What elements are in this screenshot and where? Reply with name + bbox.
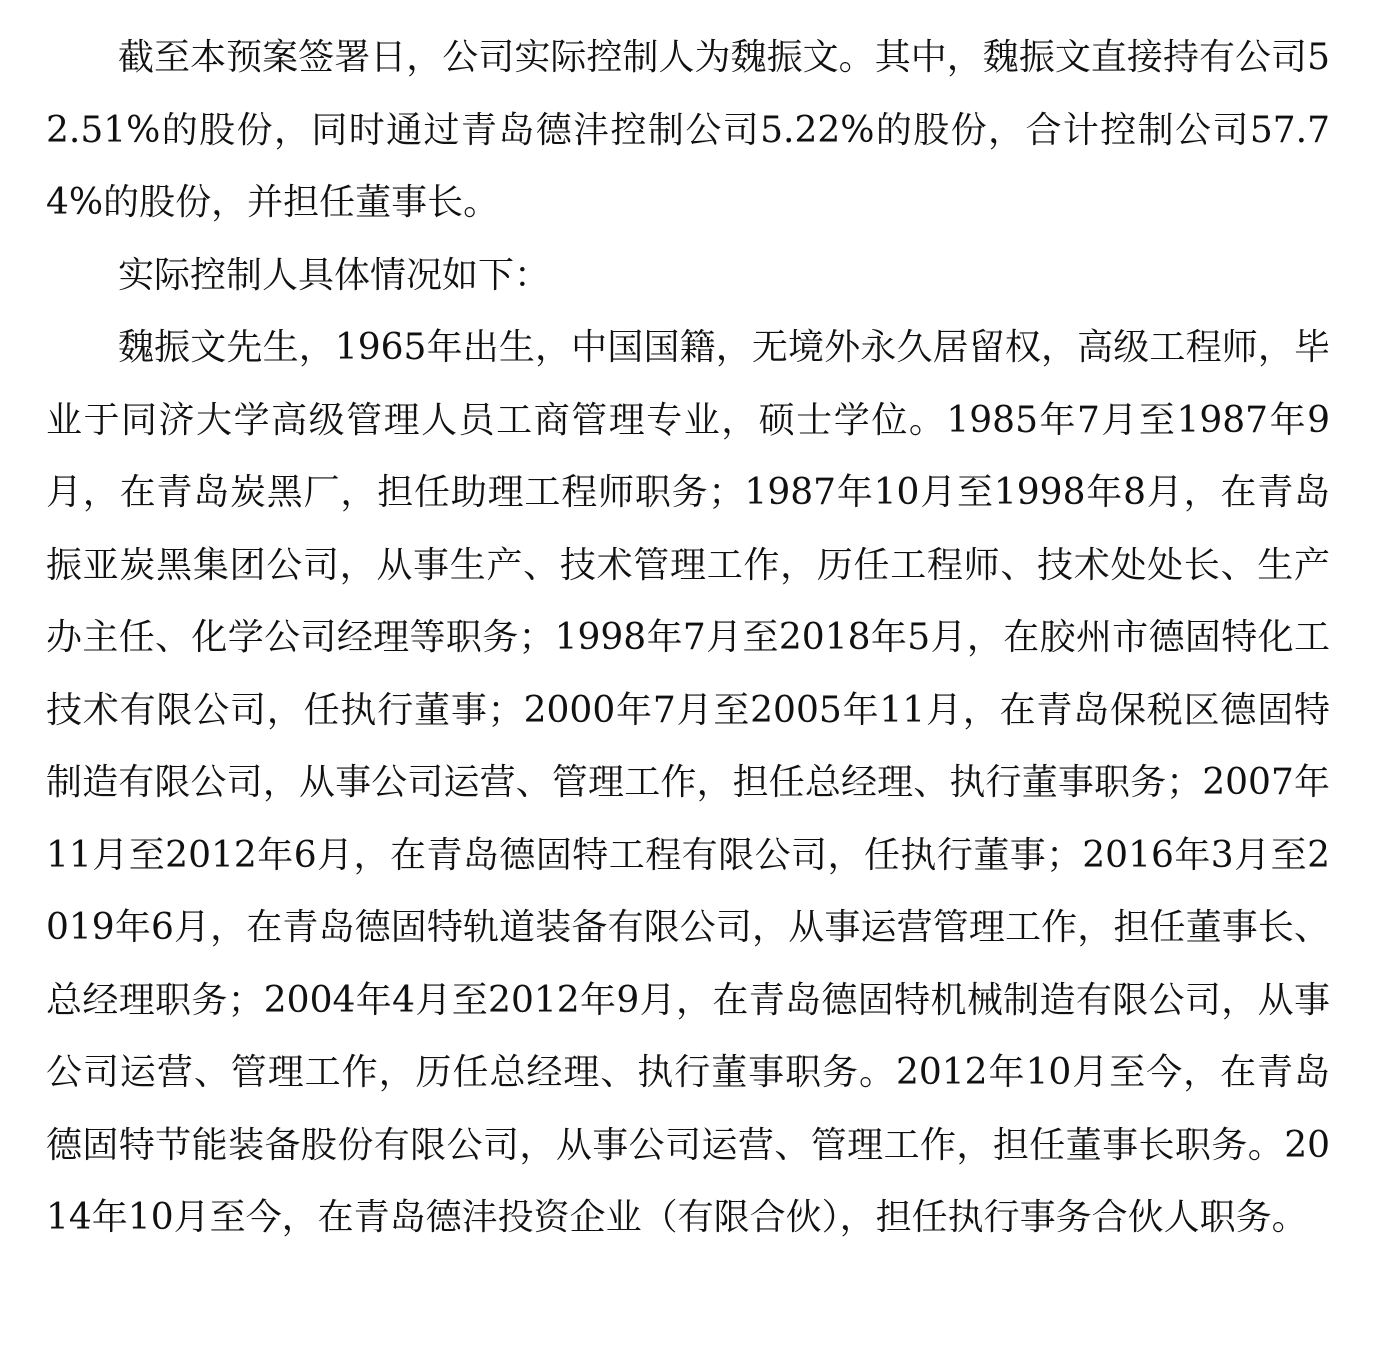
paragraph-controller-summary: 截至本预案签署日，公司实际控制人为魏振文。其中，魏振文直接持有公司52.51%的股份，同时通过青岛德沣控制公司5.22%的股份，合计控制公司57.74%的股份，并担任董事长。 (46, 37, 1330, 223)
paragraph-controller-intro: 实际控制人具体情况如下： (118, 254, 551, 296)
paragraph-controller-biography: 魏振文先生，1965年出生，中国国籍，无境外永久居留权，高级工程师，毕业于同济大学高级管理人员工商管理专业，硕士学位。1985年7月至1987年9月，在青岛炭黑厂，担任助理工程师职务；1987年10月至1998年8月，在青岛振亚炭黑集团公司，从事生产、技术管理工作，历任工程师、技术处处长、生产办主任、化学公司经理等职务；1998年7月至2018年5月，在胶州市德固特化工技术有限公司，任执行董事；2000年7月至2005年11月，在青岛保税区德固特制造有限公司，从事公司运营、管理工作，担任总经理、执行董事职务；2007年11月至2012年6月，在青岛德固特工程有限公司，任执行董事；2016年3月至2019年6月，在青岛德固特轨道装备有限公司，从事运营管理工作，担任董事长、总经理职务；2004年4月至2012年9月，在青岛德固特机械制造有限公司，从事公司运营、管理工作，历任总经理、执行董事职务。2012年10月至今，在青岛德固特节能装备股份有限公司，从事公司运营、管理工作，担任董事长职务。2014年10月至今，在青岛德沣投资企业（有限合伙），担任执行事务合伙人职务。 (46, 327, 1330, 1238)
document-page (46, 22, 1330, 1255)
